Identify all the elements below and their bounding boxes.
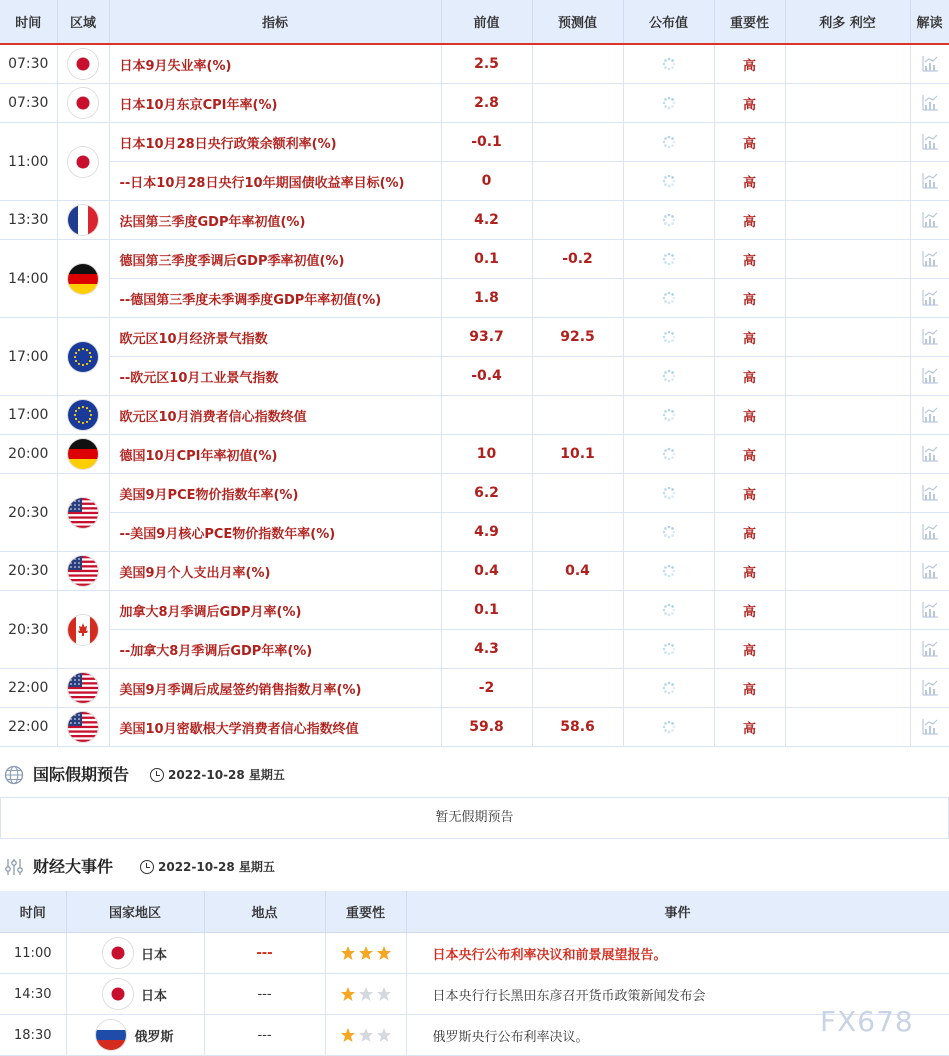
event-time: 17:00 (0, 396, 57, 435)
indicator-name[interactable]: 日本9月失业率(%) (109, 44, 441, 84)
importance-value: 高 (714, 240, 785, 279)
impact-cell (785, 435, 910, 474)
previous-value: 59.8 (441, 708, 532, 747)
indicator-name[interactable]: 美国9月PCE物价指数年率(%) (109, 474, 441, 513)
chart-icon[interactable] (921, 133, 939, 151)
calendar-row (0, 162, 949, 201)
event-time: 17:00 (0, 318, 57, 396)
analysis-cell[interactable] (910, 708, 949, 747)
us-flag-icon (68, 712, 98, 742)
event-time: 20:00 (0, 435, 57, 474)
impact-cell (785, 669, 910, 708)
previous-value: 0.1 (441, 591, 532, 630)
event-time: 22:00 (0, 669, 57, 708)
chart-icon[interactable] (921, 211, 939, 229)
chart-icon[interactable] (921, 172, 939, 190)
de-flag-icon (68, 264, 98, 294)
previous-value: 0 (441, 162, 532, 201)
calendar-row (0, 240, 949, 279)
importance-value: 高 (714, 708, 785, 747)
ev-header-place: 地点 (204, 891, 325, 933)
country-cell (66, 933, 204, 974)
analysis-cell[interactable] (910, 552, 949, 591)
star-empty-icon (376, 986, 392, 1002)
previous-value: 10 (441, 435, 532, 474)
importance-value: 高 (714, 44, 785, 84)
event-row (0, 1015, 949, 1056)
actual-value (623, 435, 714, 474)
previous-value: 2.5 (441, 44, 532, 84)
previous-value: 1.8 (441, 279, 532, 318)
previous-value: -0.4 (441, 357, 532, 396)
col-header-time: 时间 (0, 0, 57, 44)
forecast-value (532, 630, 623, 669)
calendar-row (0, 279, 949, 318)
loading-spinner-icon (662, 603, 676, 617)
forecast-value (532, 669, 623, 708)
loading-spinner-icon (662, 330, 676, 344)
event-time: 20:30 (0, 591, 57, 669)
region-cell (57, 552, 109, 591)
calendar-row (0, 44, 949, 84)
region-cell (57, 435, 109, 474)
actual-value (623, 84, 714, 123)
importance-value: 高 (714, 591, 785, 630)
ev-header-importance: 重要性 (325, 891, 406, 933)
events-table (0, 891, 949, 1056)
star-empty-icon (376, 1027, 392, 1043)
holiday-section-header (0, 751, 949, 795)
jp-flag-icon (103, 979, 133, 1009)
calendar-row (0, 318, 949, 357)
watermark: FX678 (820, 1005, 914, 1038)
chart-icon[interactable] (921, 289, 939, 307)
importance-value: 高 (714, 279, 785, 318)
actual-value (623, 240, 714, 279)
loading-spinner-icon (662, 135, 676, 149)
col-header-analysis: 解读 (910, 0, 949, 44)
events-header-row (0, 891, 949, 933)
actual-value (623, 123, 714, 162)
no-holiday-notice: 暂无假期预告 (0, 797, 949, 839)
chart-icon[interactable] (921, 445, 939, 463)
importance-value: 高 (714, 513, 785, 552)
events-section-title: 财经大事件 (33, 857, 114, 876)
impact-cell (785, 84, 910, 123)
previous-value: 4.9 (441, 513, 532, 552)
previous-value: 6.2 (441, 474, 532, 513)
region-cell (57, 240, 109, 318)
indicator-name[interactable]: 美国10月密歇根大学消费者信心指数终值 (109, 708, 441, 747)
ca-flag-icon (68, 615, 98, 645)
region-cell (57, 669, 109, 708)
impact-cell (785, 318, 910, 357)
chart-icon[interactable] (921, 601, 939, 619)
previous-value: 2.8 (441, 84, 532, 123)
eu-flag-icon (68, 400, 98, 430)
calendar-row (0, 591, 949, 630)
calendar-row (0, 84, 949, 123)
importance-value: 高 (714, 162, 785, 201)
region-cell (57, 708, 109, 747)
event-time: 07:30 (0, 44, 57, 84)
chart-icon[interactable] (921, 523, 939, 541)
loading-spinner-icon (662, 681, 676, 695)
analysis-cell[interactable] (910, 162, 949, 201)
importance-value: 高 (714, 630, 785, 669)
impact-cell (785, 357, 910, 396)
loading-spinner-icon (662, 96, 676, 110)
event-time: 14:30 (0, 974, 66, 1015)
us-flag-icon (68, 556, 98, 586)
ru-flag-icon (96, 1020, 126, 1050)
loading-spinner-icon (662, 213, 676, 227)
jp-flag-icon (103, 938, 133, 968)
loading-spinner-icon (662, 720, 676, 734)
indicator-name[interactable]: 法国第三季度GDP年率初值(%) (109, 201, 441, 240)
impact-cell (785, 552, 910, 591)
actual-value (623, 279, 714, 318)
actual-value (623, 474, 714, 513)
event-time: 14:00 (0, 240, 57, 318)
calendar-row (0, 708, 949, 747)
calendar-row (0, 630, 949, 669)
calendar-header-row (0, 0, 949, 44)
calendar-row (0, 669, 949, 708)
forecast-value (532, 162, 623, 201)
sliders-icon (4, 857, 24, 877)
country-cell (66, 974, 204, 1015)
event-description[interactable]: 日本央行行长黑田东彦召开货币政策新闻发布会 (406, 974, 949, 1015)
actual-value (623, 669, 714, 708)
events-section-date: 2022-10-28 星期五 (158, 860, 275, 874)
de-flag-icon (68, 439, 98, 469)
impact-cell (785, 396, 910, 435)
forecast-value (532, 123, 623, 162)
calendar-row (0, 396, 949, 435)
forecast-value: 10.1 (532, 435, 623, 474)
indicator-name[interactable]: 美国9月季调后成屋签约销售指数月率(%) (109, 669, 441, 708)
star-empty-icon (358, 1027, 374, 1043)
chart-icon[interactable] (921, 640, 939, 658)
chart-icon[interactable] (921, 367, 939, 385)
indicator-name[interactable]: 欧元区10月消费者信心指数终值 (109, 396, 441, 435)
indicator-name[interactable]: --德国第三季度未季调季度GDP年率初值(%) (109, 279, 441, 318)
analysis-cell[interactable] (910, 84, 949, 123)
jp-flag-icon (68, 88, 98, 118)
country-name: 日本 (140, 947, 167, 963)
forecast-value (532, 396, 623, 435)
region-cell (57, 123, 109, 201)
actual-value (623, 318, 714, 357)
col-header-actual: 公布值 (623, 0, 714, 44)
actual-value (623, 162, 714, 201)
calendar-row (0, 552, 949, 591)
jp-flag-icon (68, 49, 98, 79)
importance-value: 高 (714, 669, 785, 708)
analysis-cell[interactable] (910, 279, 949, 318)
country-cell (66, 1015, 204, 1056)
importance-value: 高 (714, 357, 785, 396)
forecast-value (532, 84, 623, 123)
region-cell (57, 84, 109, 123)
calendar-row (0, 123, 949, 162)
impact-cell (785, 240, 910, 279)
indicator-name[interactable]: --加拿大8月季调后GDP年率(%) (109, 630, 441, 669)
impact-cell (785, 474, 910, 513)
region-cell (57, 591, 109, 669)
previous-value: 0.4 (441, 552, 532, 591)
actual-value (623, 357, 714, 396)
loading-spinner-icon (662, 369, 676, 383)
analysis-cell[interactable] (910, 513, 949, 552)
chart-icon[interactable] (921, 250, 939, 268)
indicator-name[interactable]: 日本10月东京CPI年率(%) (109, 84, 441, 123)
eu-flag-icon (68, 342, 98, 372)
event-time: 20:30 (0, 552, 57, 591)
impact-cell (785, 708, 910, 747)
region-cell (57, 474, 109, 552)
region-cell (57, 396, 109, 435)
indicator-name[interactable]: 美国9月个人支出月率(%) (109, 552, 441, 591)
country-name: 日本 (140, 988, 167, 1004)
importance-stars (325, 933, 406, 974)
chart-icon[interactable] (921, 406, 939, 424)
calendar-row (0, 435, 949, 474)
star-filled-icon (376, 945, 392, 961)
loading-spinner-icon (662, 447, 676, 461)
impact-cell (785, 591, 910, 630)
impact-cell (785, 123, 910, 162)
indicator-name[interactable]: 加拿大8月季调后GDP月率(%) (109, 591, 441, 630)
loading-spinner-icon (662, 174, 676, 188)
previous-value: -2 (441, 669, 532, 708)
region-cell (57, 201, 109, 240)
event-place: --- (204, 1015, 325, 1056)
event-description[interactable]: 俄罗斯央行公布利率决议。 (406, 1015, 949, 1056)
indicator-name[interactable]: --日本10月28日央行10年期国债收益率目标(%) (109, 162, 441, 201)
previous-value: 93.7 (441, 318, 532, 357)
analysis-cell[interactable] (910, 240, 949, 279)
forecast-value: 0.4 (532, 552, 623, 591)
importance-value: 高 (714, 435, 785, 474)
col-header-indicator: 指标 (109, 0, 441, 44)
forecast-value (532, 357, 623, 396)
col-header-forecast: 预测值 (532, 0, 623, 44)
region-cell (57, 318, 109, 396)
star-filled-icon (340, 945, 356, 961)
forecast-value (532, 44, 623, 84)
previous-value: 4.2 (441, 201, 532, 240)
calendar-row (0, 357, 949, 396)
event-time: 22:00 (0, 708, 57, 747)
holiday-section-title: 国际假期预告 (33, 765, 130, 784)
impact-cell (785, 279, 910, 318)
forecast-value (532, 201, 623, 240)
analysis-cell[interactable] (910, 357, 949, 396)
forecast-value (532, 591, 623, 630)
ev-header-time: 时间 (0, 891, 66, 933)
loading-spinner-icon (662, 252, 676, 266)
country-name: 俄罗斯 (134, 1029, 174, 1045)
analysis-cell[interactable] (910, 474, 949, 513)
importance-value: 高 (714, 123, 785, 162)
loading-spinner-icon (662, 57, 676, 71)
us-flag-icon (68, 673, 98, 703)
us-flag-icon (68, 498, 98, 528)
forecast-value: 92.5 (532, 318, 623, 357)
analysis-cell[interactable] (910, 318, 949, 357)
analysis-cell[interactable] (910, 669, 949, 708)
loading-spinner-icon (662, 486, 676, 500)
star-filled-icon (340, 986, 356, 1002)
chart-icon[interactable] (921, 562, 939, 580)
jp-flag-icon (68, 147, 98, 177)
loading-spinner-icon (662, 408, 676, 422)
actual-value (623, 396, 714, 435)
indicator-name[interactable]: 德国10月CPI年率初值(%) (109, 435, 441, 474)
ev-header-event: 事件 (406, 891, 949, 933)
forecast-value: 58.6 (532, 708, 623, 747)
region-cell (57, 44, 109, 84)
holiday-section-date: 2022-10-28 星期五 (168, 768, 285, 782)
loading-spinner-icon (662, 525, 676, 539)
analysis-cell[interactable] (910, 396, 949, 435)
actual-value (623, 552, 714, 591)
star-filled-icon (358, 945, 374, 961)
indicator-name[interactable]: 日本10月28日央行政策余额利率(%) (109, 123, 441, 162)
importance-value: 高 (714, 201, 785, 240)
importance-value: 高 (714, 318, 785, 357)
forecast-value: -0.2 (532, 240, 623, 279)
event-time: 18:30 (0, 1015, 66, 1056)
importance-value: 高 (714, 474, 785, 513)
event-time: 07:30 (0, 84, 57, 123)
chart-icon[interactable] (921, 94, 939, 112)
impact-cell (785, 201, 910, 240)
event-row (0, 933, 949, 974)
previous-value: 4.3 (441, 630, 532, 669)
chart-icon[interactable] (921, 484, 939, 502)
event-time: 20:30 (0, 474, 57, 552)
actual-value (623, 513, 714, 552)
event-place: --- (204, 974, 325, 1015)
indicator-name[interactable]: --欧元区10月工业景气指数 (109, 357, 441, 396)
loading-spinner-icon (662, 291, 676, 305)
chart-icon[interactable] (921, 55, 939, 73)
star-empty-icon (358, 986, 374, 1002)
analysis-cell[interactable] (910, 435, 949, 474)
event-time: 11:00 (0, 123, 57, 201)
chart-icon[interactable] (921, 328, 939, 346)
star-filled-icon (340, 1027, 356, 1043)
importance-value: 高 (714, 396, 785, 435)
col-header-region: 区域 (57, 0, 109, 44)
actual-value (623, 591, 714, 630)
previous-value: -0.1 (441, 123, 532, 162)
importance-stars (325, 974, 406, 1015)
importance-value: 高 (714, 552, 785, 591)
impact-cell (785, 630, 910, 669)
actual-value (623, 201, 714, 240)
actual-value (623, 708, 714, 747)
calendar-row (0, 201, 949, 240)
event-row (0, 974, 949, 1015)
calendar-row (0, 513, 949, 552)
event-time: 13:30 (0, 201, 57, 240)
event-description[interactable]: 日本央行公布利率决议和前景展望报告。 (406, 933, 949, 974)
col-header-importance: 重要性 (714, 0, 785, 44)
previous-value: 0.1 (441, 240, 532, 279)
clock-icon (150, 768, 164, 782)
indicator-name[interactable]: --美国9月核心PCE物价指数年率(%) (109, 513, 441, 552)
forecast-value (532, 513, 623, 552)
loading-spinner-icon (662, 564, 676, 578)
event-time: 11:00 (0, 933, 66, 974)
analysis-cell[interactable] (910, 123, 949, 162)
col-header-previous: 前值 (441, 0, 532, 44)
chart-icon[interactable] (921, 679, 939, 697)
importance-value: 高 (714, 84, 785, 123)
impact-cell (785, 162, 910, 201)
indicator-name[interactable]: 欧元区10月经济景气指数 (109, 318, 441, 357)
calendar-row (0, 474, 949, 513)
analysis-cell[interactable] (910, 201, 949, 240)
actual-value (623, 44, 714, 84)
indicator-name[interactable]: 德国第三季度季调后GDP季率初值(%) (109, 240, 441, 279)
impact-cell (785, 44, 910, 84)
actual-value (623, 630, 714, 669)
impact-cell (785, 513, 910, 552)
analysis-cell[interactable] (910, 630, 949, 669)
events-section-header (0, 843, 949, 887)
chart-icon[interactable] (921, 718, 939, 736)
analysis-cell[interactable] (910, 591, 949, 630)
ev-header-country: 国家地区 (66, 891, 204, 933)
importance-stars (325, 1015, 406, 1056)
fr-flag-icon (68, 205, 98, 235)
forecast-value (532, 279, 623, 318)
globe-icon (4, 765, 24, 785)
event-place: --- (204, 933, 325, 974)
analysis-cell[interactable] (910, 44, 949, 84)
col-header-impact: 利多 利空 (785, 0, 910, 44)
forecast-value (532, 474, 623, 513)
loading-spinner-icon (662, 642, 676, 656)
previous-value (441, 396, 532, 435)
clock-icon (140, 860, 154, 874)
